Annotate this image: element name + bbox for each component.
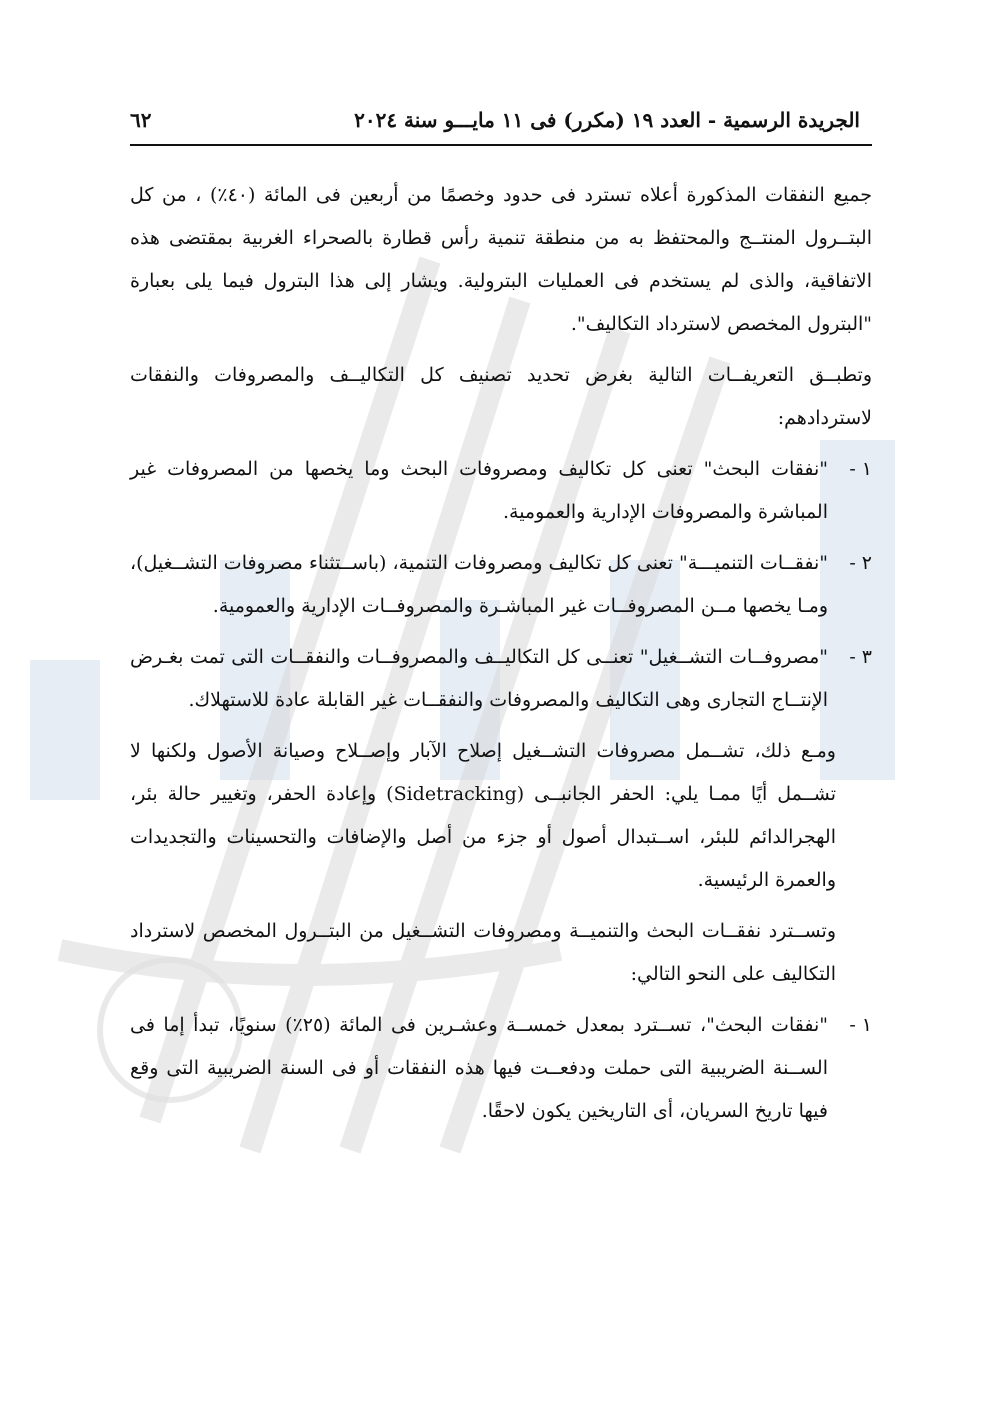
gazette-page	[130, 100, 872, 1320]
definition-item	[130, 636, 872, 722]
item-number: ١ -	[849, 458, 872, 480]
recovery-item	[130, 1004, 872, 1133]
paragraph-definitions-intro: وتطبــق التعريفــات التالية بغرض تحديد تصنيف كل التكاليــف والمصروفات والنفقات لاستردادهم:	[130, 364, 872, 429]
item-text: "نفقات البحث"، تســترد بمعدل خمســة وعشـرين فى المائة (٢٥٪) سنويًا، تبدأ إما فى الســنة الضريبية التى حملت ودفعــت فيها هذه النفقات أو فى السنة الضريبية التى وقع فيها تاريخ السريان، أى التاريخين يكون لاحقًا.	[130, 1014, 828, 1122]
header-title: الجريدة الرسمية - العدد ١٩ (مكرر) فى ١١ مايـــو سنة ٢٠٢٤	[354, 108, 860, 132]
item-number: ١ -	[849, 1014, 872, 1036]
page-number: ٦٢	[130, 108, 152, 132]
item-number: ٣ -	[849, 646, 872, 668]
paragraph-cost-recovery: جميع النفقات المذكورة أعلاه تسترد فى حدود وخصمًا من أربعين فى المائة (٤٠٪) ، من كل البتــرول المنتــج والمحتفظ به من منطقة تنمية رأس قطارة بالصحراء الغربية بمقتضى هذه الاتفاقية، والذى لم يستخدم فى العمليات البترولية. ويشار إلى هذا البترول فيما يلى بعبارة "البترول المخصص لاسترداد التكاليف".	[130, 184, 872, 335]
item-text: "مصروفــات التشــغيل" تعنــى كل التكاليــف والمصروفــات والنفقــات التى تمت بغـرض الإنتــاج التجارى وهى التكاليف والمصروفات والنفقــات غير القابلة عادة للاستهلاك.	[130, 646, 828, 711]
item-number: ٢ -	[849, 552, 872, 574]
page-header	[130, 100, 872, 146]
paragraph-recovery-intro: وتســترد نفقــات البحث والتنميــة ومصروفات التشــغيل من البتــرول المخصص لاسترداد التكاليف على النحو التالي:	[130, 920, 836, 985]
definition-item	[130, 448, 872, 534]
item-text: "نفقــات التنميـــة" تعنى كل تكاليف ومصروفات التنمية، (باســتثناء مصروفات التشــغيل)، ومـا يخصها مــن المصروفــات غير المباشـرة والمصروفــات الإدارية والعمومية.	[130, 552, 828, 617]
paragraph-operating-expenses: ومـع ذلك، تشــمل مصروفات التشــغيل إصلاح الآبار وإصــلاح وصيانة الأصول ولكنها لا تشــمل أيًا ممـا يلي: الحفر الجانبــى (Sidetracking) وإعادة الحفر، وتغيير حالة بئر، الهجرالدائم للبئر، اســتبدال أصول أو جزء من أصل والإضافات والتحسينات والتجديدات والعمرة الرئيسية.	[130, 740, 836, 891]
item-text: "نفقات البحث" تعنى كل تكاليف ومصروفات البحث وما يخصها من المصروفات غير المباشرة والمصروفات الإدارية والعمومية.	[130, 458, 828, 523]
definition-item	[130, 542, 872, 628]
page-body	[130, 174, 872, 1133]
